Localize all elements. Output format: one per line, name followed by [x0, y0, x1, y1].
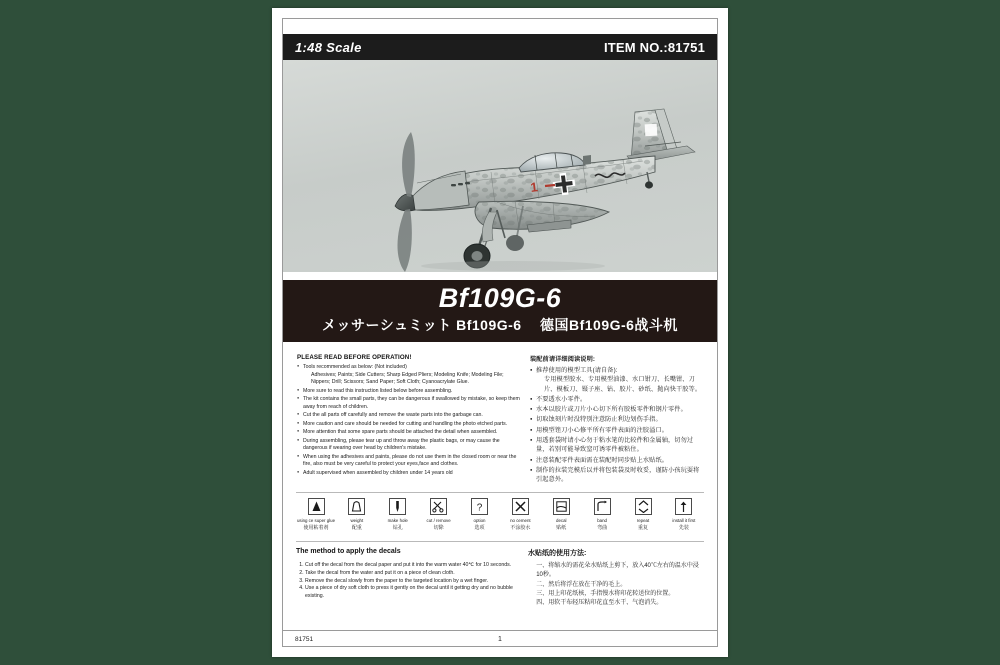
aircraft-artwork-panel	[283, 60, 717, 272]
list-item: ● 用模型锉刀小心修平所有零件表面的注胶溢口。	[530, 426, 703, 435]
footer-item-number: 81751	[295, 635, 314, 643]
list-item: ● 注意装配零件表面需在装配时同步贴上水贴纸。	[530, 456, 703, 465]
header-bar	[283, 34, 717, 60]
legend-label-en: decal	[556, 518, 567, 523]
legend-label-cn: 先装	[678, 524, 689, 531]
legend-label-cn: 配重	[351, 524, 362, 531]
decal-steps-english	[296, 562, 526, 608]
decal-columns	[296, 562, 704, 608]
weight-icon	[348, 498, 365, 515]
legend-item-repeat	[623, 498, 663, 531]
instruction-sheet-page	[272, 8, 728, 657]
list-item: ● More sure to read this instruction listed below before assembling.	[297, 388, 520, 396]
instruction-text: 推荐使用的模型工具(请自备):	[535, 367, 618, 374]
legend-item-option	[460, 498, 500, 531]
list-item: 2. Take the decal from the water and put it on a piece of clean cloth.	[305, 570, 526, 578]
super-glue-icon	[308, 498, 325, 515]
legend-item-no-cement	[500, 498, 540, 531]
list-item	[297, 364, 520, 387]
footer-page-number: 1	[498, 635, 502, 643]
list-item: ● More attention that some spare parts should be attached the detail when assembled.	[297, 429, 520, 437]
instruction-tools-text: Adhesives; Paints; Side Cutters; Sharp Edged Pliers; Modeling Knife; Modeling File; Nippers; Drill; Scissors; Sand Paper; Soft Cloth; Cyanoacrylate Glue.	[311, 371, 504, 386]
legend-label-en: install it first	[672, 518, 696, 523]
legend-label-en: option	[473, 518, 486, 523]
model-name-japanese: メッサーシュミット Bf109G-6	[322, 317, 522, 334]
list-item: 一、将缩水的需花朵水贴纸上剪下，放入40℃左右的温水中浸10秒。	[536, 563, 699, 579]
legend-label-cn: 钻孔	[392, 524, 403, 531]
list-item: ● 水本以胶片或刀片小心切下所有胶板零件和钢片零件。	[530, 405, 703, 414]
instructions-english-heading: PLEASE READ BEFORE OPERATION!	[297, 354, 412, 361]
list-item: 三、用上印花纸核，手指慢水将印花转送位的位置。	[536, 590, 675, 597]
legend-label-cn: 弯曲	[597, 524, 608, 531]
decal-method-section	[296, 548, 704, 626]
option-icon	[471, 498, 488, 515]
legend-item-install-first	[664, 498, 704, 531]
list-item: ● The kit contains the small parts, they can be dangerous if swallowed by mistake, so keep them away from reach of children.	[297, 396, 520, 411]
make-hole-icon	[389, 498, 406, 515]
legend-label-en: no cement	[510, 518, 531, 523]
decal-headings	[296, 548, 704, 558]
item-number-label: ITEM NO.:81751	[603, 39, 705, 55]
list-item: ● During assembling, please tear up and throw away the plastic bags, or may cause the dangerous if wearing over head by children's mistake.	[297, 438, 520, 453]
list-item: 二、然后将浮在放在干净的毛上。	[536, 581, 627, 588]
legend-label-cn: 不涂胶水	[510, 524, 531, 531]
legend-item-cut-remove	[419, 498, 459, 531]
list-item: ● Adult supervised when assembled by children under 14 years old	[297, 470, 520, 478]
instructions-english-column	[297, 354, 520, 485]
legend-label-cn: 选项	[474, 524, 485, 531]
decal-heading-cn: 水贴纸的使用方法:	[528, 550, 587, 557]
instructions-english-list	[297, 364, 520, 477]
page-footer	[283, 630, 717, 647]
safety-instructions-section	[283, 350, 717, 485]
list-item: ● When using the adhesives and paints, please do not use them in the closed room or near the fire, also must be very careful to protect your eyes,face and clothes.	[297, 454, 520, 469]
list-item: ● 切取蚀刻片时没特别注意防止利边划伤手指。	[530, 415, 703, 424]
no-cement-icon	[512, 498, 529, 515]
scale-label: 1:48 Scale	[295, 39, 362, 55]
legend-item-make-hole	[378, 498, 418, 531]
legend-item-weight	[337, 498, 377, 531]
legend-item-super-glue	[296, 498, 336, 531]
list-item: 4. Use a piece of dry soft cloth to press it gently on the decal until it getting dry and no bubble existing.	[305, 585, 526, 601]
legend-label-cn: 贴纸	[556, 524, 567, 531]
legend-label-cn: 重复	[637, 524, 648, 531]
marking-number: 1	[529, 179, 539, 195]
instructions-chinese-list	[530, 366, 703, 485]
svg-text:?: ?	[476, 502, 483, 513]
legend-label-en: using ce super glue	[296, 518, 336, 523]
model-title-block	[283, 280, 717, 342]
list-item: ● Cut the all parts off carefully and remove the waste parts into the garbage can.	[297, 412, 520, 420]
list-item: ● 用透套袋时请小心勿于粘水笔的比较件和金属轴，切勿过量，若别可能导致窒可诱零件被粘住。	[530, 436, 703, 455]
model-name-chinese: 德国Bf109G-6战斗机	[539, 317, 678, 334]
list-item: ● 制作的拉装完模后以并将包装袋及时收妥，谨防小孩玩耍将引起意外。	[530, 466, 703, 485]
model-name-localized	[283, 315, 717, 335]
legend-label-en: repeat	[636, 518, 650, 523]
list-item	[530, 366, 703, 394]
cut-remove-icon	[430, 498, 447, 515]
instruction-tools-text: 专用模型胶水、专用模型油漆、水口钳刀、长嘴钳、刀片、模板刀、镊子座、钻、胶片、砂纸、抛向快干胶等。	[543, 376, 702, 393]
list-item: ● More caution and care should be needed for cutting and handling the photo etched parts.	[297, 421, 520, 429]
list-item: 1. Cut off the decal from the decal paper and put it into the warm water 40℃ for 10 seconds.	[305, 562, 526, 570]
legend-label-en: band	[597, 518, 608, 523]
legend-label-en: make hole	[387, 518, 408, 523]
legend-item-band	[582, 498, 622, 531]
legend-label-en: cut / remove	[426, 518, 451, 523]
instruction-text: Tools recommended as below: (Not included)	[303, 364, 407, 370]
symbol-legend-strip	[296, 492, 704, 542]
decal-steps-chinese	[526, 562, 704, 608]
legend-label-cn: 使用粘着剂	[303, 524, 329, 531]
instructions-chinese-heading: 装配前请详细阅读说明:	[529, 356, 596, 363]
install-first-icon	[675, 498, 692, 515]
list-item: 3. Remove the decal slowly from the paper to the targeted location by a wet finger.	[305, 578, 526, 586]
list-item: ● 不要透水小零件。	[530, 395, 703, 404]
model-name: Bf109G-6	[438, 283, 562, 313]
decal-icon	[553, 498, 570, 515]
legend-item-decal	[541, 498, 581, 531]
legend-label-cn: 切除	[433, 524, 444, 531]
band-icon	[594, 498, 611, 515]
repeat-icon	[635, 498, 652, 515]
bf109-side-profile-illustration	[283, 60, 717, 272]
list-item: 四、用软干布轻压粘印花直至水干、气泡消失。	[536, 600, 663, 607]
decal-heading-en: The method to apply the decals	[296, 548, 401, 555]
legend-label-en: weight	[350, 518, 364, 523]
instructions-chinese-column	[530, 354, 703, 485]
